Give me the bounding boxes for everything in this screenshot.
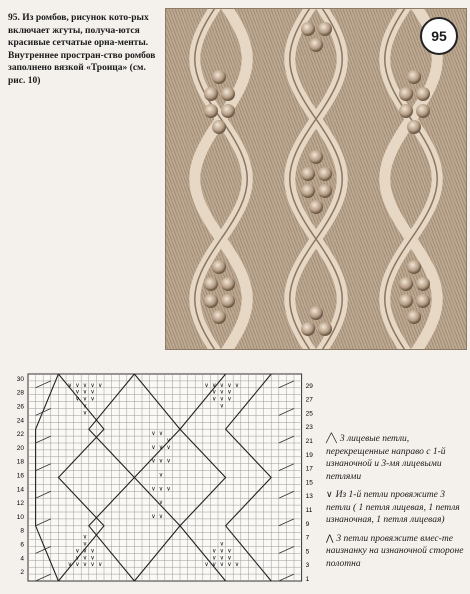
svg-text:∨: ∨ (90, 381, 95, 389)
svg-text:∨: ∨ (211, 388, 217, 396)
svg-text:∨: ∨ (219, 547, 225, 555)
row-label-left: 4 (20, 555, 24, 563)
svg-text:∨: ∨ (227, 381, 232, 389)
svg-text:∨: ∨ (227, 554, 232, 562)
svg-text:∨: ∨ (90, 395, 95, 403)
row-label-right: 25 (305, 410, 313, 418)
row-label-left: 26 (16, 403, 24, 411)
svg-text:∨: ∨ (166, 437, 171, 444)
increase-symbol-icon: ∨ (326, 490, 333, 500)
svg-text:∨: ∨ (227, 561, 232, 569)
row-label-left: 10 (16, 513, 24, 521)
row-label-right: 3 (305, 562, 310, 570)
svg-text:∨: ∨ (97, 561, 103, 569)
row-label-left: 24 (16, 417, 24, 425)
row-label-left: 2 (20, 569, 24, 577)
svg-text:∨: ∨ (151, 457, 156, 465)
svg-text:∨: ∨ (82, 554, 88, 562)
svg-text:∨: ∨ (166, 457, 171, 465)
svg-text:∨: ∨ (158, 443, 164, 451)
pattern-number-badge: 95 (420, 17, 458, 55)
svg-text:∨: ∨ (82, 561, 88, 569)
legend-text-cable: 3 лицевые петли, перекрещенные направо с 1-й изнаночной и 3-мя лицевыми петлями (326, 434, 446, 482)
svg-text:∨: ∨ (75, 561, 80, 569)
svg-text:∨: ∨ (211, 547, 217, 555)
svg-text:∨: ∨ (151, 443, 156, 451)
knitting-chart (6, 368, 324, 589)
row-label-right: 11 (305, 507, 313, 514)
svg-text:∨: ∨ (219, 554, 225, 562)
row-label-right: 19 (305, 451, 313, 459)
svg-text:∨: ∨ (158, 499, 164, 507)
svg-text:∨: ∨ (166, 443, 171, 451)
svg-text:∨: ∨ (158, 471, 164, 479)
svg-text:∨: ∨ (204, 561, 209, 569)
svg-text:∨: ∨ (97, 381, 103, 389)
row-label-right: 13 (305, 493, 313, 501)
legend-text-increase: Из 1-й петли провяжите 3 петли ( 1 петля лицевая, 1 петля изнаночная, 1 петля лицевая) (326, 490, 460, 525)
svg-text:∨: ∨ (82, 402, 88, 410)
svg-text:∨: ∨ (211, 395, 217, 403)
svg-text:∨: ∨ (90, 554, 95, 562)
svg-text:∨: ∨ (219, 561, 225, 569)
knitting-photo-illustration (166, 9, 466, 349)
row-label-right: 29 (305, 382, 313, 390)
row-label-left: 8 (20, 527, 24, 535)
row-label-left: 16 (16, 472, 24, 480)
svg-text:∨: ∨ (219, 395, 225, 403)
legend (326, 433, 466, 576)
svg-text:∨: ∨ (82, 381, 88, 389)
svg-text:∨: ∨ (234, 561, 240, 569)
svg-text:∨: ∨ (82, 533, 88, 541)
legend-item-increase (326, 489, 466, 527)
svg-text:∨: ∨ (211, 381, 217, 389)
svg-text:∨: ∨ (219, 381, 225, 389)
svg-text:∨: ∨ (219, 540, 225, 548)
row-label-right: 21 (305, 438, 313, 445)
svg-text:∨: ∨ (234, 381, 240, 389)
svg-text:∨: ∨ (75, 547, 80, 555)
legend-item-cable (326, 433, 466, 483)
svg-text:∨: ∨ (82, 395, 88, 403)
row-label-right: 1 (305, 576, 310, 583)
svg-text:∨: ∨ (219, 402, 225, 410)
row-label-left: 18 (16, 458, 24, 466)
svg-text:∨: ∨ (90, 547, 95, 555)
row-label-right: 27 (305, 396, 313, 404)
legend-item-decrease (326, 533, 466, 571)
row-label-left: 28 (16, 389, 24, 397)
row-label-left: 30 (16, 375, 24, 383)
row-label-left: 14 (16, 486, 24, 494)
svg-text:∨: ∨ (82, 409, 88, 417)
svg-text:∨: ∨ (67, 561, 73, 569)
svg-text:∨: ∨ (211, 554, 217, 562)
svg-text:∨: ∨ (90, 561, 95, 569)
row-label-right: 15 (305, 479, 313, 487)
row-label-right: 17 (305, 465, 313, 473)
svg-text:∨: ∨ (82, 540, 88, 548)
knitting-photo (165, 8, 467, 350)
svg-text:∨: ∨ (158, 512, 164, 520)
svg-text:∨: ∨ (151, 430, 156, 438)
svg-text:∨: ∨ (75, 554, 80, 562)
decrease-symbol-icon: ⋀ (326, 533, 334, 544)
svg-text:∨: ∨ (158, 430, 164, 438)
svg-text:∨: ∨ (166, 485, 171, 493)
svg-text:∨: ∨ (211, 561, 217, 569)
row-label-right: 23 (305, 424, 313, 432)
description-text: 95. Из ромбов, рисунок кото-рых включает жгуты, получа-ются красивые сетчатые орна-менты. Внутреннее простран-ство ромбов заполнено вязкой «Троица» (см. рис. 10) (8, 13, 156, 86)
svg-text:∨: ∨ (75, 395, 80, 403)
svg-text:∨: ∨ (82, 388, 88, 396)
svg-text:∨: ∨ (67, 381, 73, 389)
svg-text:∨: ∨ (158, 457, 164, 465)
row-label-right: 7 (305, 534, 310, 542)
cable-cross-icon: ╱╲ (326, 434, 337, 444)
svg-text:∨: ∨ (227, 388, 232, 396)
row-label-left: 12 (16, 500, 24, 508)
svg-text:∨: ∨ (151, 485, 156, 493)
svg-text:∨: ∨ (204, 381, 209, 389)
svg-text:∨: ∨ (227, 395, 232, 403)
row-label-right: 9 (305, 520, 310, 528)
row-label-left: 20 (16, 444, 24, 452)
row-label-left: 6 (20, 541, 24, 549)
svg-text:∨: ∨ (227, 547, 232, 555)
svg-text:∨: ∨ (75, 381, 80, 389)
svg-text:∨: ∨ (82, 547, 88, 555)
svg-text:∨: ∨ (90, 388, 95, 396)
svg-text:∨: ∨ (151, 512, 156, 520)
row-label-right: 5 (305, 548, 310, 556)
svg-text:∨: ∨ (158, 485, 164, 493)
chart-grid (6, 368, 324, 589)
row-label-left: 22 (16, 431, 24, 439)
svg-text:∨: ∨ (75, 388, 80, 396)
svg-text:∨: ∨ (219, 388, 225, 396)
legend-text-decrease: 3 петли провяжите вмес-те наизнанку на изнаночной стороне полотна (326, 533, 464, 569)
